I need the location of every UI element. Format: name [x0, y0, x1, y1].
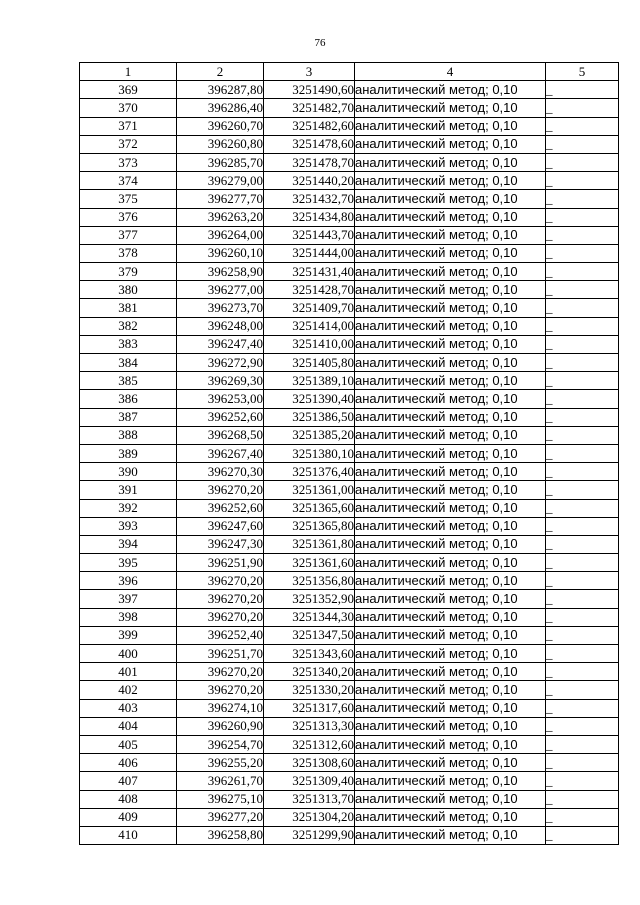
column-header-3: 3	[264, 63, 355, 81]
method-cell: аналитический метод; 0,10	[355, 590, 546, 608]
point-number-cell: 385	[80, 372, 177, 390]
x-coordinate-cell: 396285,70	[177, 153, 264, 171]
table-row	[80, 390, 619, 408]
coordinates-table	[79, 62, 619, 845]
y-coordinate-cell: 3251309,40	[264, 772, 355, 790]
table-row	[80, 754, 619, 772]
table-row	[80, 117, 619, 135]
note-cell: _	[546, 335, 619, 353]
table-row	[80, 99, 619, 117]
y-coordinate-cell: 3251361,60	[264, 554, 355, 572]
note-cell: _	[546, 681, 619, 699]
note-cell: _	[546, 717, 619, 735]
note-cell: _	[546, 172, 619, 190]
point-number-cell: 407	[80, 772, 177, 790]
point-number-cell: 408	[80, 790, 177, 808]
table-row	[80, 772, 619, 790]
point-number-cell: 370	[80, 99, 177, 117]
point-number-cell: 378	[80, 244, 177, 262]
method-cell: аналитический метод; 0,10	[355, 263, 546, 281]
table-row	[80, 626, 619, 644]
point-number-cell: 405	[80, 735, 177, 753]
note-cell: _	[546, 372, 619, 390]
y-coordinate-cell: 3251361,80	[264, 535, 355, 553]
table-row	[80, 808, 619, 826]
method-cell: аналитический метод; 0,10	[355, 699, 546, 717]
x-coordinate-cell: 396254,70	[177, 735, 264, 753]
x-coordinate-cell: 396261,70	[177, 772, 264, 790]
y-coordinate-cell: 3251313,30	[264, 717, 355, 735]
point-number-cell: 381	[80, 299, 177, 317]
table-row	[80, 190, 619, 208]
table-row	[80, 244, 619, 262]
note-cell: _	[546, 99, 619, 117]
note-cell: _	[546, 153, 619, 171]
method-cell: аналитический метод; 0,10	[355, 608, 546, 626]
table-row	[80, 281, 619, 299]
table-row	[80, 554, 619, 572]
note-cell: _	[546, 117, 619, 135]
table-row	[80, 608, 619, 626]
note-cell: _	[546, 735, 619, 753]
method-cell: аналитический метод; 0,10	[355, 317, 546, 335]
method-cell: аналитический метод; 0,10	[355, 645, 546, 663]
x-coordinate-cell: 396286,40	[177, 99, 264, 117]
method-cell: аналитический метод; 0,10	[355, 790, 546, 808]
point-number-cell: 371	[80, 117, 177, 135]
point-number-cell: 399	[80, 626, 177, 644]
x-coordinate-cell: 396268,50	[177, 426, 264, 444]
y-coordinate-cell: 3251444,00	[264, 244, 355, 262]
table-row	[80, 735, 619, 753]
table-row	[80, 299, 619, 317]
note-cell: _	[546, 517, 619, 535]
note-cell: _	[546, 535, 619, 553]
method-cell: аналитический метод; 0,10	[355, 535, 546, 553]
method-cell: аналитический метод; 0,10	[355, 826, 546, 844]
x-coordinate-cell: 396274,10	[177, 699, 264, 717]
note-cell: _	[546, 808, 619, 826]
method-cell: аналитический метод; 0,10	[355, 754, 546, 772]
method-cell: аналитический метод; 0,10	[355, 735, 546, 753]
x-coordinate-cell: 396277,70	[177, 190, 264, 208]
table-row	[80, 463, 619, 481]
point-number-cell: 374	[80, 172, 177, 190]
y-coordinate-cell: 3251340,20	[264, 663, 355, 681]
point-number-cell: 384	[80, 354, 177, 372]
table-row	[80, 335, 619, 353]
column-header-1: 1	[80, 63, 177, 81]
method-cell: аналитический метод; 0,10	[355, 153, 546, 171]
point-number-cell: 383	[80, 335, 177, 353]
x-coordinate-cell: 396255,20	[177, 754, 264, 772]
y-coordinate-cell: 3251380,10	[264, 444, 355, 462]
point-number-cell: 410	[80, 826, 177, 844]
y-coordinate-cell: 3251361,00	[264, 481, 355, 499]
point-number-cell: 395	[80, 554, 177, 572]
table-row	[80, 153, 619, 171]
column-header-2: 2	[177, 63, 264, 81]
y-coordinate-cell: 3251356,80	[264, 572, 355, 590]
point-number-cell: 388	[80, 426, 177, 444]
table-row	[80, 208, 619, 226]
note-cell: _	[546, 626, 619, 644]
point-number-cell: 382	[80, 317, 177, 335]
method-cell: аналитический метод; 0,10	[355, 299, 546, 317]
table-row	[80, 790, 619, 808]
x-coordinate-cell: 396248,00	[177, 317, 264, 335]
x-coordinate-cell: 396247,60	[177, 517, 264, 535]
table-row	[80, 572, 619, 590]
method-cell: аналитический метод; 0,10	[355, 426, 546, 444]
point-number-cell: 372	[80, 135, 177, 153]
column-header-5: 5	[546, 63, 619, 81]
note-cell: _	[546, 317, 619, 335]
x-coordinate-cell: 396272,90	[177, 354, 264, 372]
table-row	[80, 354, 619, 372]
method-cell: аналитический метод; 0,10	[355, 481, 546, 499]
point-number-cell: 394	[80, 535, 177, 553]
x-coordinate-cell: 396270,30	[177, 463, 264, 481]
y-coordinate-cell: 3251317,60	[264, 699, 355, 717]
note-cell: _	[546, 554, 619, 572]
method-cell: аналитический метод; 0,10	[355, 99, 546, 117]
y-coordinate-cell: 3251299,90	[264, 826, 355, 844]
method-cell: аналитический метод; 0,10	[355, 81, 546, 99]
table-body	[80, 81, 619, 845]
y-coordinate-cell: 3251390,40	[264, 390, 355, 408]
table-row	[80, 317, 619, 335]
method-cell: аналитический метод; 0,10	[355, 499, 546, 517]
page-number: 76	[314, 37, 326, 49]
note-cell: _	[546, 463, 619, 481]
y-coordinate-cell: 3251386,50	[264, 408, 355, 426]
note-cell: _	[546, 645, 619, 663]
x-coordinate-cell: 396258,80	[177, 826, 264, 844]
note-cell: _	[546, 663, 619, 681]
point-number-cell: 373	[80, 153, 177, 171]
table-row	[80, 499, 619, 517]
note-cell: _	[546, 208, 619, 226]
x-coordinate-cell: 396275,10	[177, 790, 264, 808]
method-cell: аналитический метод; 0,10	[355, 463, 546, 481]
table-row	[80, 444, 619, 462]
y-coordinate-cell: 3251376,40	[264, 463, 355, 481]
note-cell: _	[546, 281, 619, 299]
x-coordinate-cell: 396264,00	[177, 226, 264, 244]
point-number-cell: 380	[80, 281, 177, 299]
point-number-cell: 390	[80, 463, 177, 481]
method-cell: аналитический метод; 0,10	[355, 572, 546, 590]
note-cell: _	[546, 244, 619, 262]
table-row	[80, 263, 619, 281]
x-coordinate-cell: 396270,20	[177, 663, 264, 681]
table-row	[80, 226, 619, 244]
table-row	[80, 590, 619, 608]
note-cell: _	[546, 354, 619, 372]
table-row	[80, 699, 619, 717]
table-row	[80, 517, 619, 535]
note-cell: _	[546, 226, 619, 244]
method-cell: аналитический метод; 0,10	[355, 626, 546, 644]
x-coordinate-cell: 396269,30	[177, 372, 264, 390]
x-coordinate-cell: 396267,40	[177, 444, 264, 462]
point-number-cell: 376	[80, 208, 177, 226]
x-coordinate-cell: 396273,70	[177, 299, 264, 317]
y-coordinate-cell: 3251308,60	[264, 754, 355, 772]
table-row	[80, 663, 619, 681]
point-number-cell: 387	[80, 408, 177, 426]
y-coordinate-cell: 3251389,10	[264, 372, 355, 390]
x-coordinate-cell: 396258,90	[177, 263, 264, 281]
method-cell: аналитический метод; 0,10	[355, 244, 546, 262]
point-number-cell: 409	[80, 808, 177, 826]
y-coordinate-cell: 3251347,50	[264, 626, 355, 644]
point-number-cell: 379	[80, 263, 177, 281]
method-cell: аналитический метод; 0,10	[355, 208, 546, 226]
table-row	[80, 408, 619, 426]
note-cell: _	[546, 408, 619, 426]
y-coordinate-cell: 3251478,70	[264, 153, 355, 171]
note-cell: _	[546, 699, 619, 717]
note-cell: _	[546, 481, 619, 499]
method-cell: аналитический метод; 0,10	[355, 554, 546, 572]
note-cell: _	[546, 426, 619, 444]
point-number-cell: 396	[80, 572, 177, 590]
point-number-cell: 391	[80, 481, 177, 499]
x-coordinate-cell: 396252,40	[177, 626, 264, 644]
method-cell: аналитический метод; 0,10	[355, 444, 546, 462]
method-cell: аналитический метод; 0,10	[355, 808, 546, 826]
table-header-row	[80, 63, 619, 81]
y-coordinate-cell: 3251490,60	[264, 81, 355, 99]
y-coordinate-cell: 3251343,60	[264, 645, 355, 663]
method-cell: аналитический метод; 0,10	[355, 117, 546, 135]
y-coordinate-cell: 3251385,20	[264, 426, 355, 444]
x-coordinate-cell: 396247,30	[177, 535, 264, 553]
method-cell: аналитический метод; 0,10	[355, 717, 546, 735]
note-cell: _	[546, 135, 619, 153]
x-coordinate-cell: 396251,90	[177, 554, 264, 572]
y-coordinate-cell: 3251344,30	[264, 608, 355, 626]
x-coordinate-cell: 396277,20	[177, 808, 264, 826]
note-cell: _	[546, 754, 619, 772]
point-number-cell: 389	[80, 444, 177, 462]
y-coordinate-cell: 3251409,70	[264, 299, 355, 317]
table-row	[80, 426, 619, 444]
note-cell: _	[546, 590, 619, 608]
point-number-cell: 392	[80, 499, 177, 517]
point-number-cell: 393	[80, 517, 177, 535]
table-row	[80, 681, 619, 699]
x-coordinate-cell: 396270,20	[177, 481, 264, 499]
note-cell: _	[546, 444, 619, 462]
column-header-4: 4	[355, 63, 546, 81]
method-cell: аналитический метод; 0,10	[355, 172, 546, 190]
note-cell: _	[546, 263, 619, 281]
x-coordinate-cell: 396270,20	[177, 572, 264, 590]
table-row	[80, 81, 619, 99]
y-coordinate-cell: 3251410,00	[264, 335, 355, 353]
method-cell: аналитический метод; 0,10	[355, 390, 546, 408]
y-coordinate-cell: 3251405,80	[264, 354, 355, 372]
note-cell: _	[546, 499, 619, 517]
table-row	[80, 172, 619, 190]
note-cell: _	[546, 81, 619, 99]
y-coordinate-cell: 3251443,70	[264, 226, 355, 244]
y-coordinate-cell: 3251365,80	[264, 517, 355, 535]
note-cell: _	[546, 190, 619, 208]
method-cell: аналитический метод; 0,10	[355, 772, 546, 790]
method-cell: аналитический метод; 0,10	[355, 135, 546, 153]
point-number-cell: 377	[80, 226, 177, 244]
note-cell: _	[546, 299, 619, 317]
table-row	[80, 135, 619, 153]
x-coordinate-cell: 396263,20	[177, 208, 264, 226]
y-coordinate-cell: 3251482,60	[264, 117, 355, 135]
method-cell: аналитический метод; 0,10	[355, 281, 546, 299]
y-coordinate-cell: 3251434,80	[264, 208, 355, 226]
x-coordinate-cell: 396252,60	[177, 499, 264, 517]
y-coordinate-cell: 3251478,60	[264, 135, 355, 153]
point-number-cell: 375	[80, 190, 177, 208]
x-coordinate-cell: 396260,10	[177, 244, 264, 262]
x-coordinate-cell: 396287,80	[177, 81, 264, 99]
table-row	[80, 645, 619, 663]
y-coordinate-cell: 3251330,20	[264, 681, 355, 699]
point-number-cell: 400	[80, 645, 177, 663]
method-cell: аналитический метод; 0,10	[355, 335, 546, 353]
note-cell: _	[546, 608, 619, 626]
y-coordinate-cell: 3251431,40	[264, 263, 355, 281]
x-coordinate-cell: 396277,00	[177, 281, 264, 299]
table-row	[80, 717, 619, 735]
x-coordinate-cell: 396270,20	[177, 608, 264, 626]
point-number-cell: 406	[80, 754, 177, 772]
x-coordinate-cell: 396247,40	[177, 335, 264, 353]
x-coordinate-cell: 396279,00	[177, 172, 264, 190]
method-cell: аналитический метод; 0,10	[355, 226, 546, 244]
note-cell: _	[546, 826, 619, 844]
method-cell: аналитический метод; 0,10	[355, 408, 546, 426]
x-coordinate-cell: 396260,90	[177, 717, 264, 735]
method-cell: аналитический метод; 0,10	[355, 354, 546, 372]
point-number-cell: 403	[80, 699, 177, 717]
method-cell: аналитический метод; 0,10	[355, 190, 546, 208]
point-number-cell: 397	[80, 590, 177, 608]
y-coordinate-cell: 3251365,60	[264, 499, 355, 517]
y-coordinate-cell: 3251304,20	[264, 808, 355, 826]
x-coordinate-cell: 396252,60	[177, 408, 264, 426]
point-number-cell: 398	[80, 608, 177, 626]
y-coordinate-cell: 3251312,60	[264, 735, 355, 753]
point-number-cell: 402	[80, 681, 177, 699]
method-cell: аналитический метод; 0,10	[355, 663, 546, 681]
table-row	[80, 535, 619, 553]
y-coordinate-cell: 3251428,70	[264, 281, 355, 299]
x-coordinate-cell: 396260,80	[177, 135, 264, 153]
method-cell: аналитический метод; 0,10	[355, 372, 546, 390]
method-cell: аналитический метод; 0,10	[355, 681, 546, 699]
x-coordinate-cell: 396270,20	[177, 681, 264, 699]
note-cell: _	[546, 572, 619, 590]
x-coordinate-cell: 396270,20	[177, 590, 264, 608]
y-coordinate-cell: 3251482,70	[264, 99, 355, 117]
note-cell: _	[546, 772, 619, 790]
method-cell: аналитический метод; 0,10	[355, 517, 546, 535]
x-coordinate-cell: 396260,70	[177, 117, 264, 135]
point-number-cell: 401	[80, 663, 177, 681]
note-cell: _	[546, 790, 619, 808]
y-coordinate-cell: 3251440,20	[264, 172, 355, 190]
x-coordinate-cell: 396251,70	[177, 645, 264, 663]
table-row	[80, 481, 619, 499]
y-coordinate-cell: 3251414,00	[264, 317, 355, 335]
note-cell: _	[546, 390, 619, 408]
table-row	[80, 372, 619, 390]
y-coordinate-cell: 3251352,90	[264, 590, 355, 608]
y-coordinate-cell: 3251432,70	[264, 190, 355, 208]
table-row	[80, 826, 619, 844]
point-number-cell: 386	[80, 390, 177, 408]
y-coordinate-cell: 3251313,70	[264, 790, 355, 808]
x-coordinate-cell: 396253,00	[177, 390, 264, 408]
point-number-cell: 404	[80, 717, 177, 735]
point-number-cell: 369	[80, 81, 177, 99]
